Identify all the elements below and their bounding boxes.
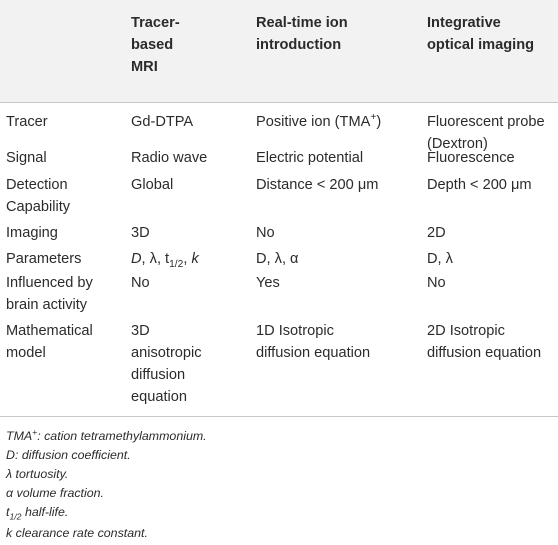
cell-line: 1D Isotropic: [256, 323, 334, 339]
tracer-ion-sup: +: [370, 112, 377, 124]
cell-line: diffusion: [131, 367, 186, 383]
label-line: brain activity: [6, 297, 88, 313]
footnote-alpha: α volume fraction.: [6, 486, 104, 500]
imaging-ion-value: No: [256, 225, 275, 241]
footnote-tma-sup: +: [32, 426, 38, 437]
parameters-ion-value: D, λ, α: [256, 251, 299, 267]
label-line: Detection: [6, 177, 68, 193]
row-label-influenced: [6, 272, 93, 316]
param-lambda-t: , λ, t: [141, 251, 170, 267]
influenced-mri-value: No: [131, 275, 150, 291]
header-line: Real-time ion: [256, 15, 348, 31]
footnote-tma: [6, 427, 207, 446]
influenced-optical-value: No: [427, 275, 446, 291]
param-t-sub: 1/2: [169, 258, 184, 270]
footnote-lambda: λ tortuosity.: [6, 467, 69, 481]
row-label-parameters: Parameters: [6, 251, 82, 267]
header-col-optical-imaging: [427, 12, 534, 56]
param-k: k: [191, 251, 199, 267]
header-line: optical imaging: [427, 37, 535, 53]
row-label-signal: Signal: [6, 150, 47, 166]
row-label-tracer: Tracer: [6, 114, 48, 130]
cell-line: (Dextron): [427, 136, 488, 152]
cell-line: anisotropic: [131, 345, 202, 361]
cell-line: diffusion equation: [427, 345, 542, 361]
cell-line: Fluorescent probe: [427, 114, 545, 130]
footnote-tma-text: TMA: [6, 429, 33, 443]
detection-ion-value: Distance < 200 μm: [256, 177, 379, 193]
header-line: introduction: [256, 37, 342, 53]
imaging-mri-value: 3D: [131, 225, 150, 241]
tracer-ion-text: Positive ion (TMA: [256, 114, 371, 130]
header-col-real-time-ion: [256, 12, 348, 56]
cell-line: 2D Isotropic: [427, 323, 505, 339]
header-rule: [0, 102, 558, 103]
signal-ion-value: Electric potential: [256, 150, 364, 166]
row-label-detection: [6, 174, 70, 218]
header-line: Integrative: [427, 15, 501, 31]
footnote-tma-desc: : cation tetramethylammonium.: [37, 429, 207, 443]
table-bottom-rule: [0, 416, 558, 417]
model-optical-value: [427, 320, 541, 364]
tracer-ion-close: ): [376, 114, 382, 130]
influenced-ion-value: Yes: [256, 275, 280, 291]
parameters-mri-value: [131, 248, 199, 270]
tracer-ion-value: [256, 111, 381, 133]
label-line: Mathematical: [6, 323, 93, 339]
imaging-optical-value: 2D: [427, 225, 446, 241]
signal-optical-value: Fluorescence: [427, 150, 515, 166]
footnote-d: D: diffusion coefficient.: [6, 448, 131, 462]
param-sep: ,: [183, 251, 192, 267]
label-line: model: [6, 345, 46, 361]
footnote-k: k clearance rate constant.: [6, 526, 148, 540]
footnote-t: t: [6, 505, 10, 519]
footnote-t-desc: half-life.: [21, 505, 69, 519]
cell-line: diffusion equation: [256, 345, 371, 361]
cell-line: 3D: [131, 323, 150, 339]
detection-optical-value: Depth < 200 μm: [427, 177, 532, 193]
row-label-model: [6, 320, 93, 364]
model-ion-value: [256, 320, 370, 364]
header-col-tracer-mri: [131, 12, 180, 78]
header-line: based: [131, 37, 174, 53]
header-line: Tracer-: [131, 15, 180, 31]
footnote-t-sub: 1/2: [9, 511, 22, 522]
label-line: Capability: [6, 199, 71, 215]
footnote-half-life: [6, 503, 68, 522]
tracer-mri-value: Gd-DTPA: [131, 114, 194, 130]
detection-mri-value: Global: [131, 177, 174, 193]
row-label-imaging: Imaging: [6, 225, 58, 241]
parameters-optical-value: D, λ: [427, 251, 453, 267]
label-line: Influenced by: [6, 275, 93, 291]
signal-mri-value: Radio wave: [131, 150, 208, 166]
model-mri-value: [131, 320, 202, 408]
header-line: MRI: [131, 59, 158, 75]
cell-line: equation: [131, 389, 187, 405]
param-d: D: [131, 251, 142, 267]
